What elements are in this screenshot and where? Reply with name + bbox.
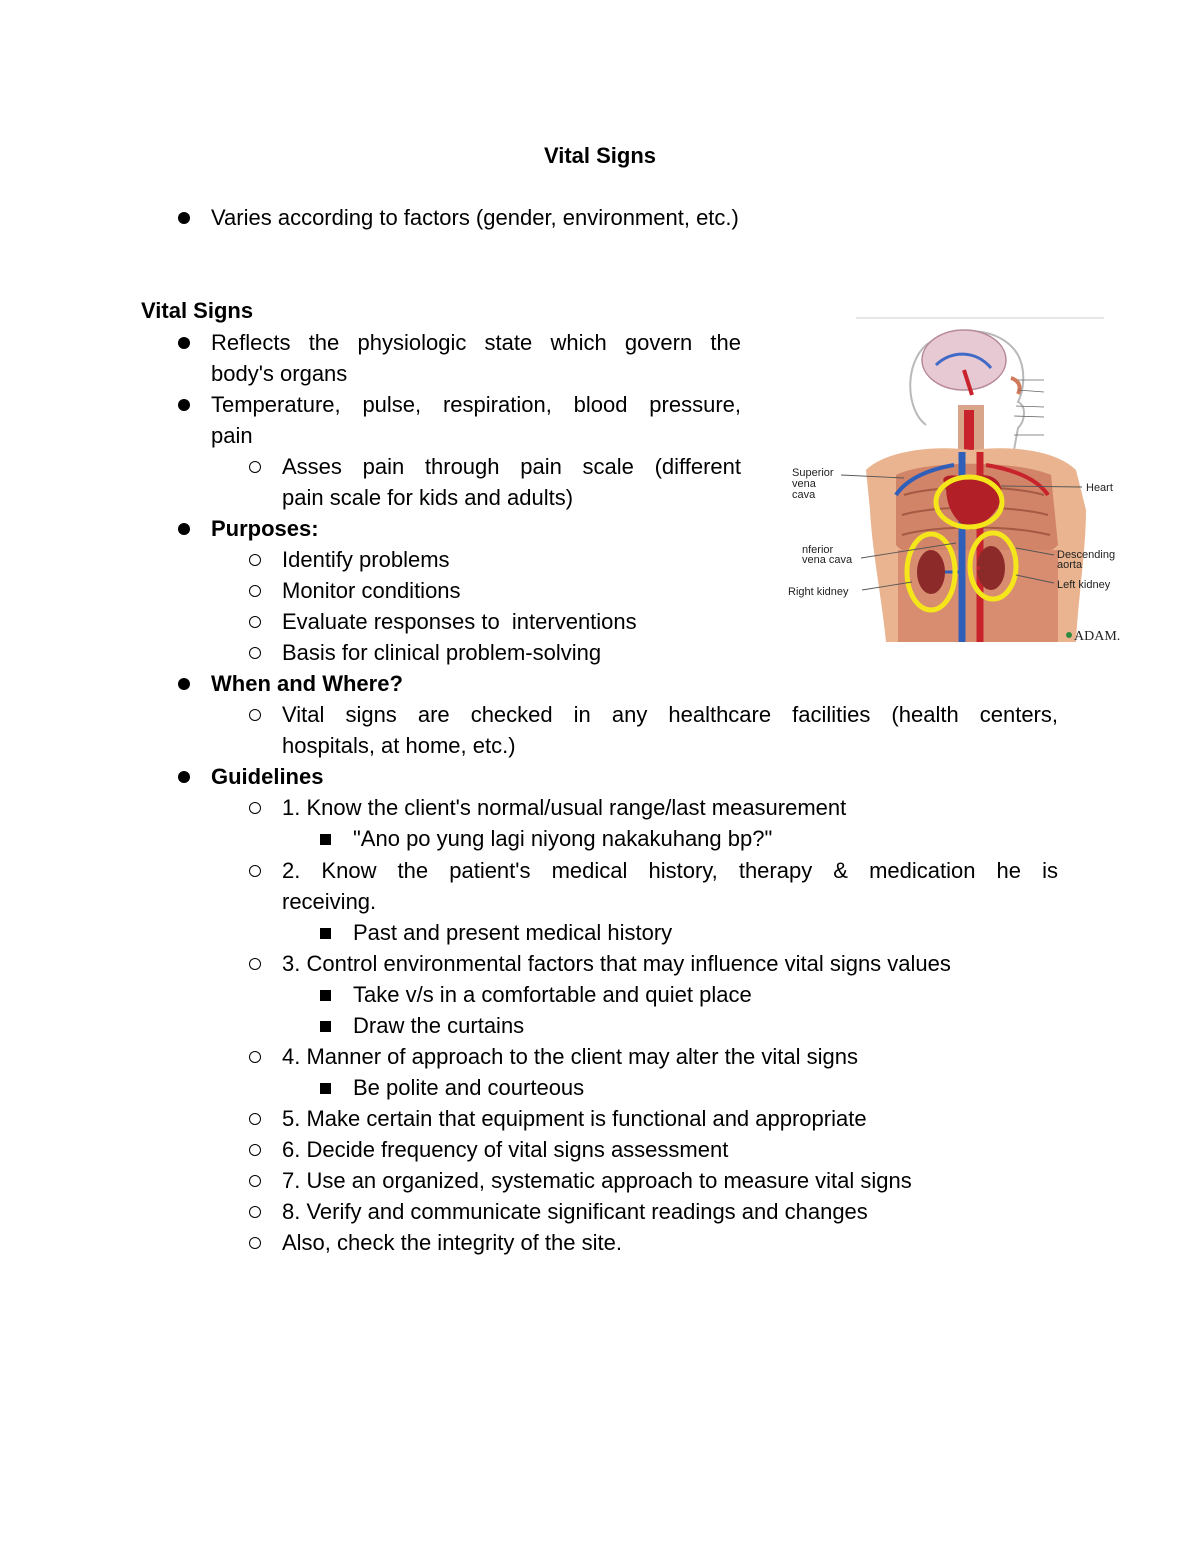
bullet-disc xyxy=(178,399,190,411)
bullet-circle xyxy=(249,1175,261,1187)
label-descending-aorta: aorta xyxy=(1057,559,1083,571)
bullet-circle xyxy=(249,1113,261,1125)
text-line: body's organs xyxy=(211,361,348,386)
bullet-square xyxy=(320,928,331,939)
bullet-square xyxy=(320,1083,331,1094)
trachea xyxy=(964,410,974,452)
text-line: Draw the curtains xyxy=(353,1013,525,1038)
text-line: 7. Use an organized, systematic approach to measure vital signs xyxy=(282,1168,912,1193)
bullet-circle xyxy=(249,1206,261,1218)
label-inferior-vena-cava: vena cava xyxy=(802,554,853,566)
intro-text: Varies according to factors (gender, environment, etc.) xyxy=(211,205,739,230)
logo-mark xyxy=(1066,632,1072,638)
text-line: Monitor conditions xyxy=(282,578,461,603)
subheading: Guidelines xyxy=(211,764,324,789)
adam-logo xyxy=(1066,629,1120,644)
bullet-square xyxy=(320,834,331,845)
bullet-circle xyxy=(249,585,261,597)
text-line: Evaluate responses to interventions xyxy=(282,609,637,634)
bullet-square xyxy=(320,990,331,1001)
bullet-circle xyxy=(249,647,261,659)
text-line: Also, check the integrity of the site. xyxy=(282,1230,622,1255)
text-line: Basis for clinical problem-solving xyxy=(282,640,602,665)
text-line: pain xyxy=(211,423,253,448)
label-superior-vena-cava: Superior xyxy=(792,467,834,479)
text-line: Take v/s in a comfortable and quiet place xyxy=(353,982,752,1007)
label-superior-vena-cava: cava xyxy=(792,489,816,501)
label-inferior-vena-cava: nferior xyxy=(802,544,834,556)
bullet-circle xyxy=(249,865,261,877)
anatomy-figure xyxy=(786,310,1132,645)
page-title: Vital Signs xyxy=(543,143,657,168)
text-line: 5. Make certain that equipment is functional and appropriate xyxy=(282,1106,867,1131)
text-line: Identify problems xyxy=(282,547,450,572)
subheading: Purposes: xyxy=(211,516,319,541)
label-superior-vena-cava: vena xyxy=(792,478,816,490)
bullet-circle xyxy=(249,958,261,970)
text-line: 4. Manner of approach to the client may alter the vital signs xyxy=(282,1044,858,1069)
bullet-disc xyxy=(178,771,190,783)
bullet-disc xyxy=(178,678,190,690)
text-line: Reflects the physiologic state which govern the xyxy=(211,330,741,355)
bullet-circle xyxy=(249,709,261,721)
label-descending-aorta: Descending xyxy=(1057,549,1116,561)
text-line: hospitals, at home, etc.) xyxy=(282,733,516,758)
text-line: Past and present medical history xyxy=(353,920,673,945)
left-kidney xyxy=(977,546,1005,590)
bullet-circle xyxy=(249,554,261,566)
label-right-kidney: Right kidney xyxy=(788,586,849,598)
bullet-circle xyxy=(249,461,261,473)
bullet-circle xyxy=(249,616,261,628)
subheading: When and Where? xyxy=(211,671,403,696)
section-heading: Vital Signs xyxy=(141,298,254,323)
text-line: "Ano po yung lagi niyong nakakuhang bp?" xyxy=(353,826,773,851)
text-line: Asses pain through pain scale (different xyxy=(282,454,741,479)
bullet-disc xyxy=(178,212,190,224)
brain xyxy=(922,330,1006,390)
text-line: 2. Know the patient's medical history, therapy & medication he is xyxy=(282,858,1058,883)
label-left-kidney: Left kidney xyxy=(1057,579,1111,591)
text-line: 3. Control environmental factors that may influence vital signs values xyxy=(282,951,951,976)
text-line: 6. Decide frequency of vital signs assessment xyxy=(282,1137,729,1162)
label-heart: Heart xyxy=(1086,482,1113,494)
text-line: pain scale for kids and adults) xyxy=(282,485,574,510)
bullet-disc xyxy=(178,523,190,535)
bullet-circle xyxy=(249,1237,261,1249)
bullet-disc xyxy=(178,337,190,349)
bullet-circle xyxy=(249,1144,261,1156)
text-line: Be polite and courteous xyxy=(353,1075,585,1100)
text-line: receiving. xyxy=(282,889,377,914)
bullet-square xyxy=(320,1021,331,1032)
bullet-circle xyxy=(249,1051,261,1063)
bullet-circle xyxy=(249,802,261,814)
text-line: 8. Verify and communicate significant readings and changes xyxy=(282,1199,868,1224)
right-kidney xyxy=(917,550,945,594)
logo-text: ADAM. xyxy=(1074,629,1121,644)
text-line: 1. Know the client's normal/usual range/last measurement xyxy=(282,795,847,820)
text-line: Vital signs are checked in any healthcare facilities (health centers, xyxy=(282,702,1058,727)
text-line: Temperature, pulse, respiration, blood pressure, xyxy=(211,392,741,417)
